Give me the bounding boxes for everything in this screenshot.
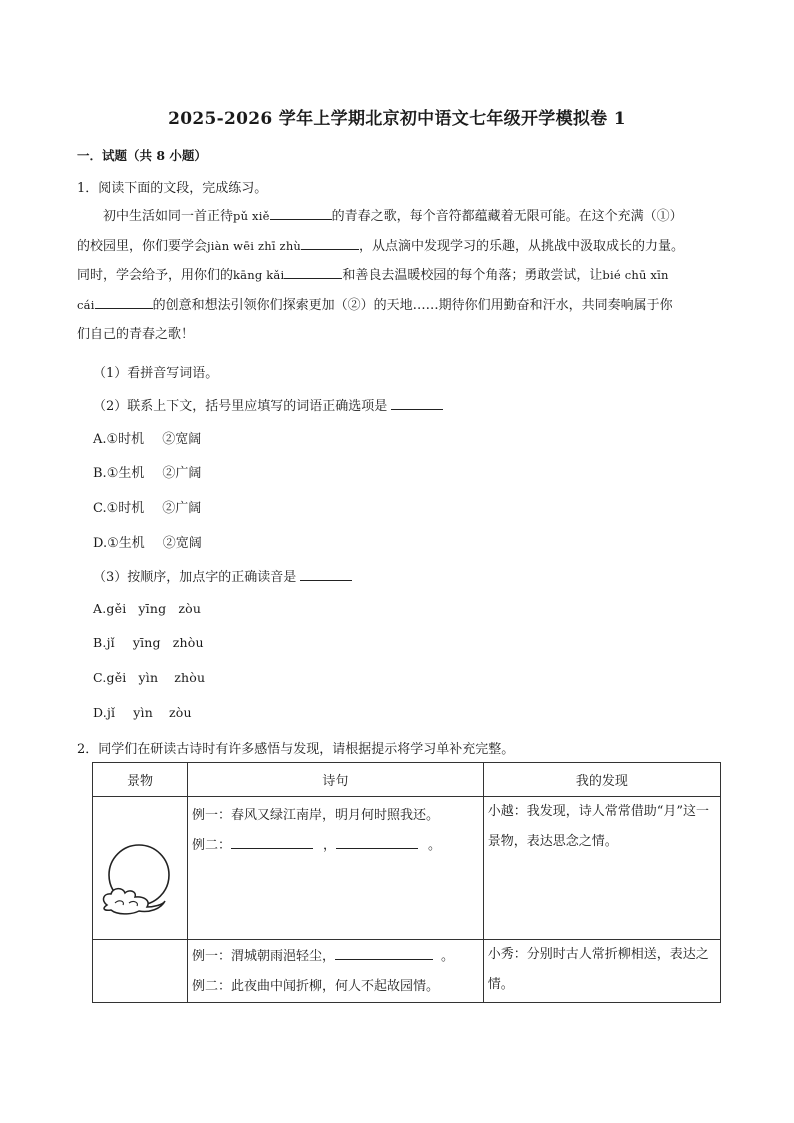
sub3-option-b[interactable]: [93, 635, 204, 650]
option-label: C.: [93, 501, 107, 516]
option-part: yīng: [132, 635, 161, 650]
passage-text: 的校园里，你们要学会: [77, 238, 208, 254]
example-line: 例二：此夜曲中闻折柳，何人不起故园情。: [192, 979, 440, 994]
header-scenery: 景物: [93, 763, 188, 797]
passage-text: 的创意和想法引领你们探索更加（②）的天地……期待你们用勤奋和汗水，共同奏响属于你: [152, 297, 673, 313]
option-part: zhòu: [172, 635, 204, 650]
sub2-text: （2）联系上下文，括号里应填写的词语正确选项是: [93, 399, 388, 414]
punct: 。: [428, 838, 442, 853]
answer-blank[interactable]: [300, 567, 352, 581]
option-part: jǐ: [106, 635, 115, 650]
answer-blank[interactable]: [95, 295, 153, 309]
sub2-option-b[interactable]: [93, 462, 201, 481]
option-part: yìn: [138, 670, 159, 685]
moon-picture-cell: [93, 797, 188, 940]
option-part: gěi: [106, 670, 127, 685]
sub3-option-c[interactable]: [93, 670, 205, 685]
option-label: B.: [93, 466, 107, 481]
table-row: [93, 797, 721, 940]
answer-blank[interactable]: [270, 206, 332, 220]
pinyin-hint: pǔ xiě: [233, 209, 270, 223]
finding-cell: 小越：我发现，诗人常常借助“月”这一景物，表达思念之情。: [483, 797, 720, 940]
answer-blank[interactable]: [301, 236, 359, 250]
finding-cell: 小秀：分别时古人常折柳相送，表达之情。: [483, 940, 720, 1003]
passage-text: ，从点滴中发现学习的乐趣，从挑战中汲取成长的力量。: [359, 238, 685, 254]
passage-text: 的青春之歌，每个音符都蕴藏着无限可能。在这个充满（①）: [331, 209, 683, 224]
punct: 。: [441, 949, 455, 964]
header-poem-lines: 诗句: [188, 763, 484, 797]
option-label: D.: [93, 536, 108, 551]
option-part: ②宽阔: [162, 432, 202, 447]
answer-blank[interactable]: [335, 946, 433, 960]
example-text: 例一：渭城朝雨浥轻尘，: [192, 949, 336, 964]
pinyin-hint: kāng kǎi: [233, 268, 285, 282]
sub3-option-a[interactable]: [93, 601, 201, 616]
example-label: 例二：: [192, 838, 232, 853]
option-part: ①时机: [106, 432, 145, 447]
sub3-text: （3）按顺序，加点字的正确读音是: [93, 570, 297, 585]
example-line-blank: [192, 831, 479, 861]
moon-cloud-illustration: [93, 797, 187, 935]
option-part: zòu: [178, 601, 202, 616]
table-row: [93, 940, 721, 1003]
option-label: B.: [93, 635, 107, 650]
option-part: yìn: [133, 705, 153, 720]
option-part: zòu: [168, 705, 192, 720]
option-part: jǐ: [106, 705, 116, 720]
q1-sub3: [93, 566, 352, 585]
answer-blank[interactable]: [284, 265, 342, 279]
option-part: ②广阔: [162, 501, 202, 516]
option-part: zhòu: [174, 670, 206, 685]
pinyin-hint: jiàn wēi zhī zhù: [207, 238, 302, 253]
poem-lines-cell: [188, 797, 484, 940]
option-label: C.: [93, 670, 107, 685]
option-part: ①生机: [107, 536, 145, 551]
pinyin-hint: bié chū xīn: [602, 268, 669, 282]
passage-text: 们自己的青春之歌！: [77, 327, 195, 342]
pinyin-hint: cái: [77, 297, 95, 312]
q2-stem: 2．同学们在研读古诗时有许多感悟与发现，请根据提示将学习单补充完整。: [77, 742, 515, 757]
section-heading: 一．试题（共 8 小题）: [77, 148, 207, 163]
table-header-row: [93, 763, 721, 797]
passage-text: 和善良去温暖校园的每个角落；勇敢尝试，让: [342, 268, 603, 283]
passage-text: 初中生活如同一首正待: [103, 209, 234, 224]
page-title: 2025-2026 学年上学期北京初中语文七年级开学模拟卷 1: [168, 109, 626, 129]
option-part: yīng: [138, 601, 167, 616]
sub2-option-a[interactable]: [93, 428, 201, 447]
sub2-option-d[interactable]: [93, 532, 202, 551]
option-part: gěi: [106, 601, 127, 616]
option-label: A.: [93, 432, 107, 447]
q1-stem: 1．阅读下面的文段，完成练习。: [77, 181, 268, 196]
option-label: A.: [93, 601, 107, 616]
q1-sub2: [93, 395, 443, 414]
answer-blank[interactable]: [391, 396, 443, 410]
poem-lines-cell: [188, 940, 484, 1003]
option-part: ②宽阔: [162, 536, 202, 551]
option-label: D.: [93, 705, 107, 720]
header-my-findings: 我的发现: [483, 763, 720, 797]
example-line-blank: [192, 942, 479, 972]
punct: ，: [323, 838, 337, 853]
answer-blank[interactable]: [336, 835, 418, 849]
option-part: ①生机: [106, 466, 145, 481]
option-part: ①时机: [106, 501, 145, 516]
passage-text: 同时，学会给予，用你们的: [77, 268, 234, 283]
option-part: ②广阔: [162, 466, 202, 481]
example-line: 例一：春风又绿江南岸，明月何时照我还。: [192, 808, 440, 823]
sub3-option-d[interactable]: [93, 705, 192, 720]
empty-picture-cell: [93, 940, 188, 1003]
sub2-option-c[interactable]: [93, 497, 201, 516]
q1-passage: [77, 202, 725, 350]
q1-sub1: （1）看拼音写词语。: [93, 366, 219, 381]
study-sheet-table: [92, 762, 721, 1003]
answer-blank[interactable]: [231, 835, 313, 849]
